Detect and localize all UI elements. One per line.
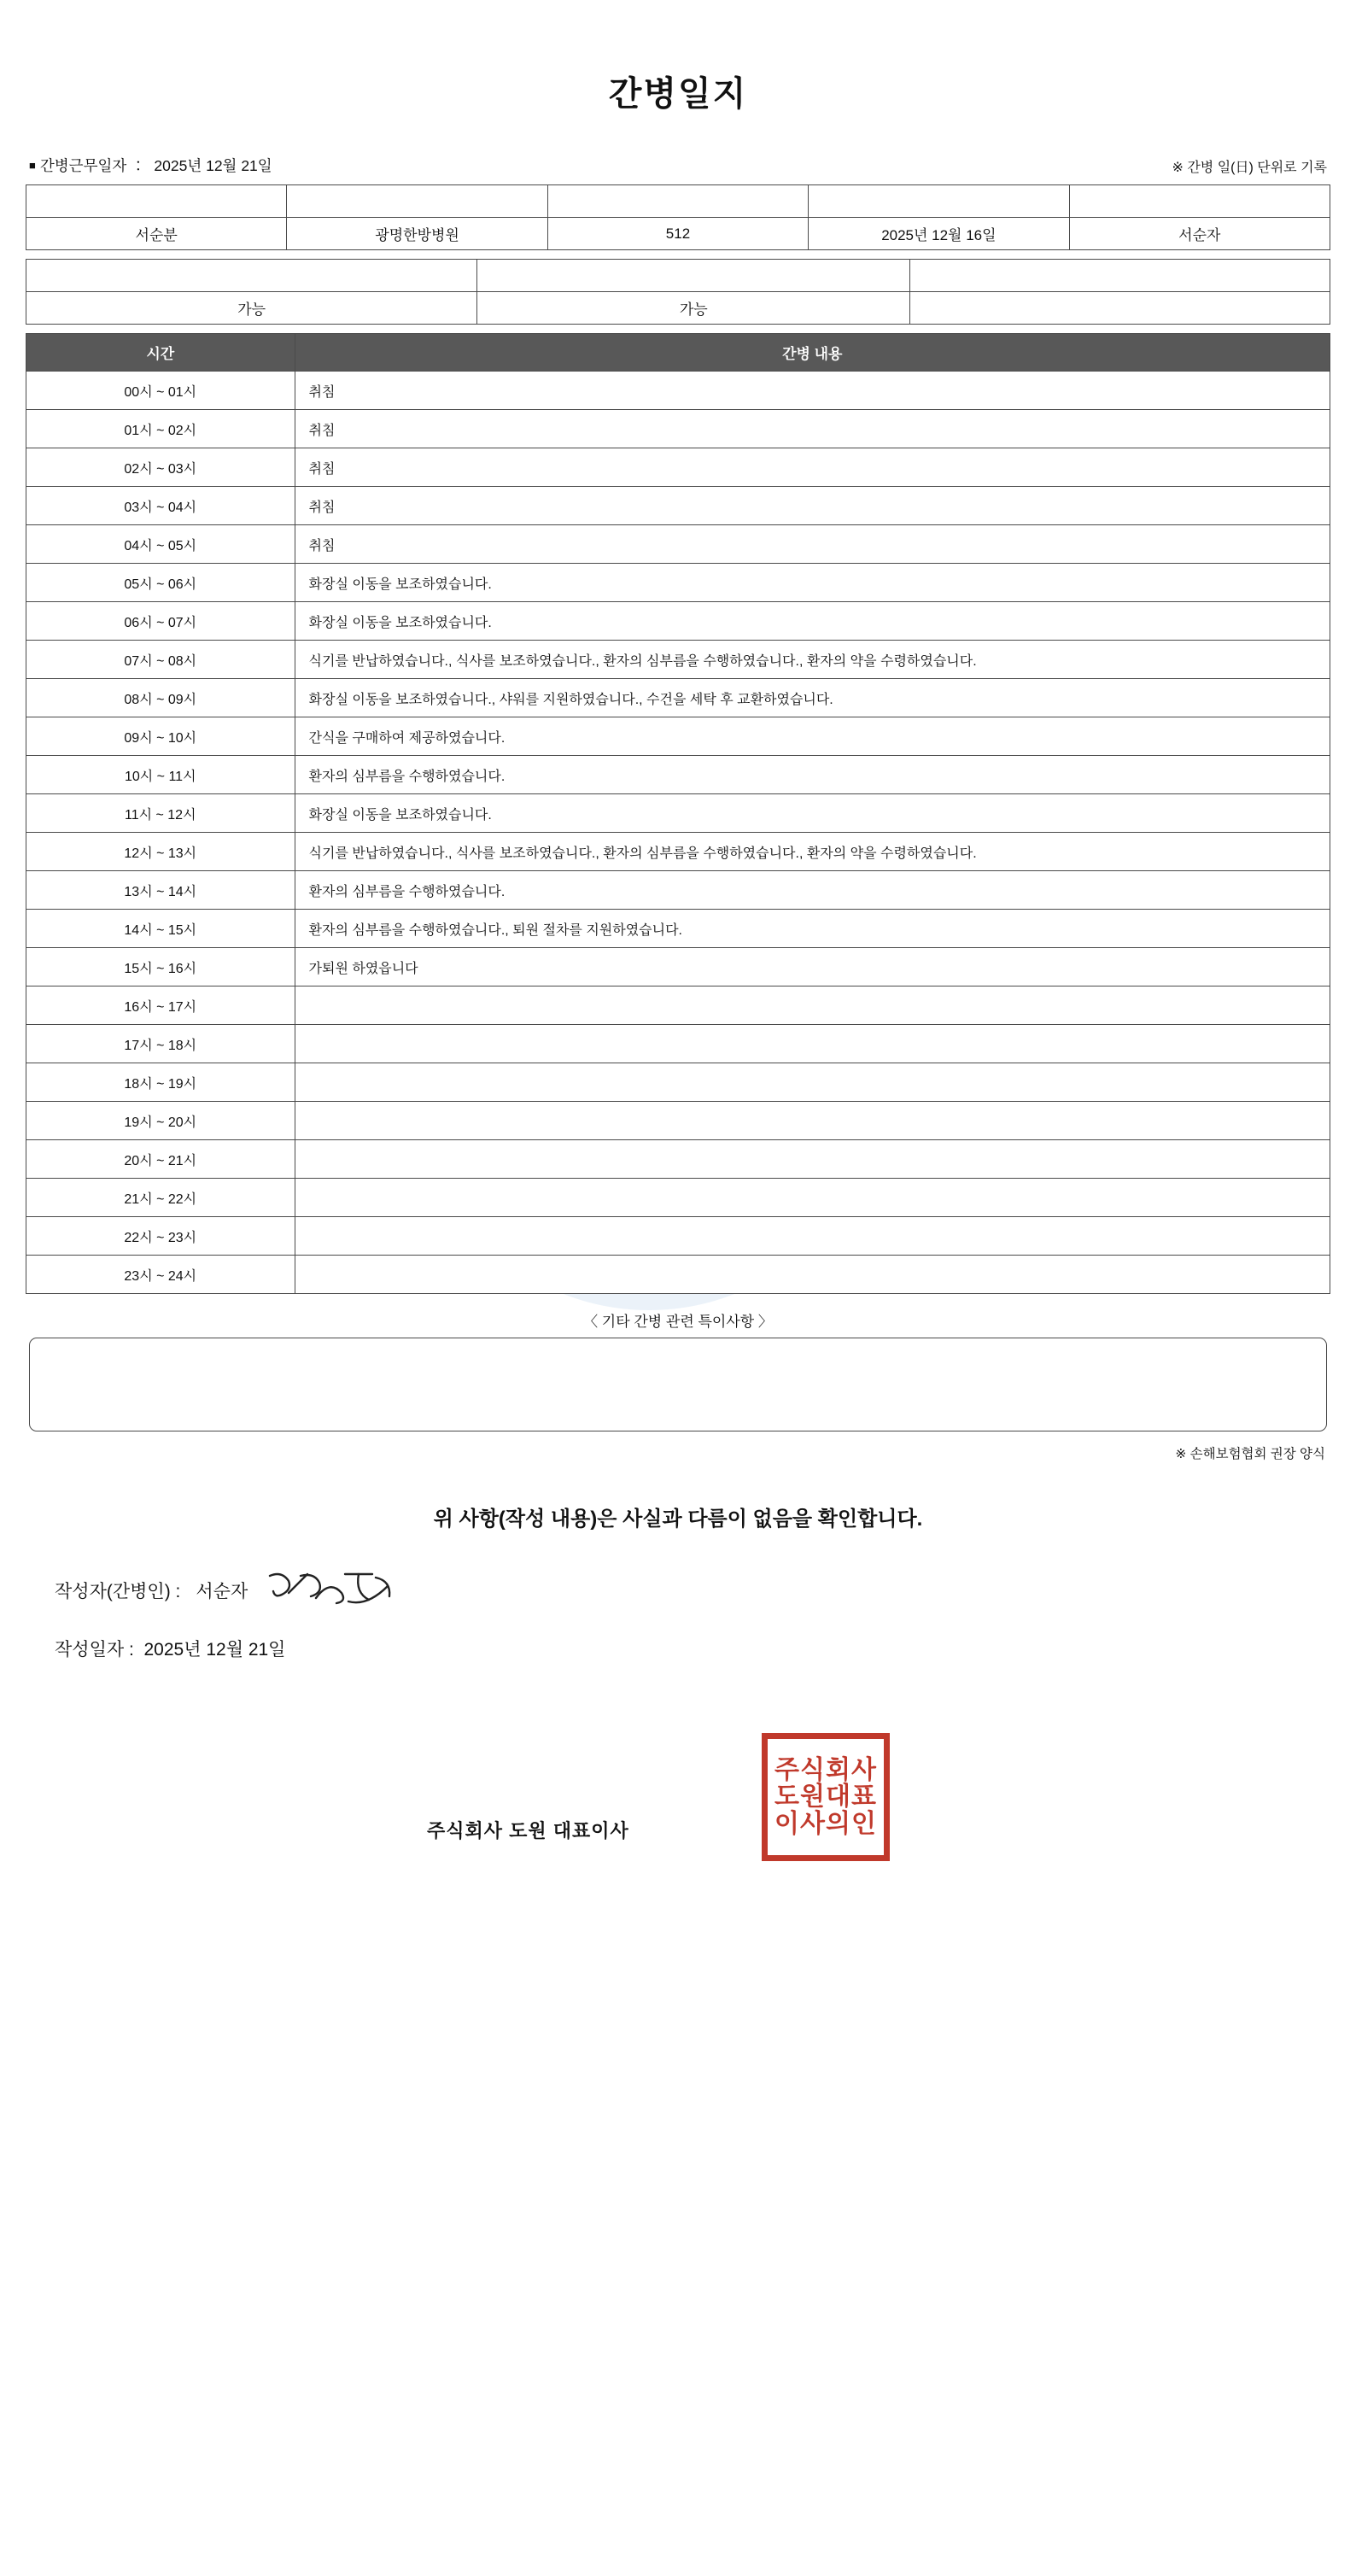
write-date-label: 작성일자 : [55,1640,134,1660]
table-row [26,1217,1330,1256]
confirmation-statement: 위 사항(작성 내용)은 사실과 다름이 없음을 확인합니다. [433,1508,923,1531]
table-row [26,910,1330,948]
condition-table [26,259,1330,325]
care-note: 취침 [295,525,1330,564]
hourly-log-table [26,333,1330,1294]
time-label: 12시 ~ 13시 [26,833,295,871]
table-row [26,1256,1330,1294]
table-row [26,986,1330,1025]
care-note: 화장실 이동을 보조하였습니다. [295,794,1330,833]
seal-line-1: 주식회사 [774,1754,877,1785]
care-note: 간식을 구매하여 제공하였습니다. [295,717,1330,756]
writer-label: 작성자(간병인) : [55,1582,181,1601]
table-row [26,679,1330,717]
col-header-patient-name: 환자성명 [26,185,287,218]
table-header-row [26,260,1330,292]
table-row [26,756,1330,794]
value-hospital: 광명한방병원 [287,218,547,250]
care-note [295,1025,1330,1063]
col-header-time: 시간 [26,334,295,372]
writer-name: 서순자 [196,1582,248,1601]
writer-line [26,1560,1330,1620]
work-date-label: 간병근무일자 ： [39,157,146,174]
table-row [26,641,1330,679]
value-patient-name: 서순분 [26,218,287,250]
care-note [295,1179,1330,1217]
time-label: 10시 ~ 11시 [26,756,295,794]
table-row [26,1140,1330,1179]
time-label: 05시 ~ 06시 [26,564,295,602]
work-date-value: 2025년 12월 21일 [154,157,272,174]
etc-notes-box [29,1338,1327,1431]
time-label: 18시 ~ 19시 [26,1063,295,1102]
care-note: 환자의 심부름을 수행하였습니다. [295,756,1330,794]
care-note [295,1102,1330,1140]
table-row [26,1063,1330,1102]
time-label: 15시 ~ 16시 [26,948,295,986]
col-header-caregiver-name: 간병인명 [1069,185,1330,218]
col-header-room: 병실호수 [547,185,808,218]
care-note [295,1217,1330,1256]
patient-info-table [26,184,1330,250]
table-row [26,948,1330,986]
table-row [26,602,1330,641]
care-note: 가퇴원 하였읍니다 [295,948,1330,986]
table-row [26,871,1330,910]
value-self-walking: 가능 [26,292,477,325]
value-admission-date: 2025년 12월 16일 [809,218,1069,250]
time-label: 16시 ~ 17시 [26,986,295,1025]
unit-note: ※ 간병 일(日) 단위로 기록 [1172,161,1327,175]
time-label: 19시 ~ 20시 [26,1102,295,1140]
care-note: 환자의 심부름을 수행하였습니다., 퇴원 절차를 지원하였습니다. [295,910,1330,948]
table-row [26,448,1330,487]
care-note [295,1140,1330,1179]
table-row [26,218,1330,250]
care-note: 취침 [295,487,1330,525]
care-note: 화장실 이동을 보조하였습니다., 샤워를 지원하였습니다., 수건을 세탁 후 교환하였습니다. [295,679,1330,717]
seal-line-2: 도원대표 [774,1782,877,1812]
table-row [26,717,1330,756]
company-stamp-area [26,1716,1330,1895]
care-note: 환자의 심부름을 수행하였습니다. [295,871,1330,910]
table-row [26,487,1330,525]
table-row [26,1102,1330,1140]
table-header-row [26,334,1330,372]
table-row [26,1179,1330,1217]
table-row [26,794,1330,833]
table-row [26,525,1330,564]
col-header-oral-intake: 음식 경구 섭취 [477,260,910,292]
time-label: 14시 ~ 15시 [26,910,295,948]
time-label: 01시 ~ 02시 [26,410,295,448]
care-note: 식기를 반납하였습니다., 식사를 보조하였습니다., 환자의 심부름을 수행하였습니다., 환자의 약을 수령하였습니다. [295,641,1330,679]
table-row [26,372,1330,410]
time-label: 06시 ~ 07시 [26,602,295,641]
time-label: 03시 ~ 04시 [26,487,295,525]
col-header-hospital: 의료기관 [287,185,547,218]
care-note: 취침 [295,448,1330,487]
meta-row [26,155,1330,184]
col-header-admission-date: 입원날짜 [809,185,1069,218]
care-note [295,1256,1330,1294]
write-date-value: 2025년 12월 21일 [143,1640,286,1660]
seal-line-3: 이사의인 [774,1808,877,1839]
company-seal-icon [762,1733,890,1861]
company-representative-line: 주식회사 도원 대표이사 [427,1820,629,1841]
write-date-line [26,1620,1330,1661]
care-note: 화장실 이동을 보조하였습니다. [295,602,1330,641]
col-header-content: 간병 내용 [295,334,1330,372]
time-label: 00시 ~ 01시 [26,372,295,410]
bullet-square-icon: ■ [29,159,36,172]
care-note: 취침 [295,410,1330,448]
table-row [26,833,1330,871]
time-label: 07시 ~ 08시 [26,641,295,679]
table-row [26,292,1330,325]
care-note: 취침 [295,372,1330,410]
value-caregiver-name: 서순자 [1069,218,1330,250]
care-note [295,1063,1330,1102]
value-tube-insertion [910,292,1330,325]
time-label: 09시 ~ 10시 [26,717,295,756]
time-label: 04시 ~ 05시 [26,525,295,564]
table-row [26,564,1330,602]
care-note: 화장실 이동을 보조하였습니다. [295,564,1330,602]
time-label: 13시 ~ 14시 [26,871,295,910]
table-row [26,410,1330,448]
time-label: 11시 ~ 12시 [26,794,295,833]
page-title: 간병일지 [608,75,748,113]
care-note: 식기를 반납하였습니다., 식사를 보조하였습니다., 환자의 심부름을 수행하였습니다., 환자의 약을 수령하였습니다. [295,833,1330,871]
col-header-tube-insertion: 체내 관 삽입 [910,260,1330,292]
time-label: 20시 ~ 21시 [26,1140,295,1179]
care-note [295,986,1330,1025]
table-row [26,1025,1330,1063]
col-header-self-walking: 자가 보행 [26,260,477,292]
time-label: 08시 ~ 09시 [26,679,295,717]
work-date [29,155,272,176]
value-room: 512 [547,218,808,250]
handwritten-signature-icon [263,1564,400,1613]
time-label: 21시 ~ 22시 [26,1179,295,1217]
time-label: 23시 ~ 24시 [26,1256,295,1294]
time-label: 17시 ~ 18시 [26,1025,295,1063]
time-label: 22시 ~ 23시 [26,1217,295,1256]
table-header-row [26,185,1330,218]
association-note: ※ 손해보험협회 권장 양식 [1175,1447,1325,1461]
time-label: 02시 ~ 03시 [26,448,295,487]
etc-section-title: 〈 기타 간병 관련 특이사항 〉 [583,1314,773,1330]
value-oral-intake: 가능 [477,292,910,325]
